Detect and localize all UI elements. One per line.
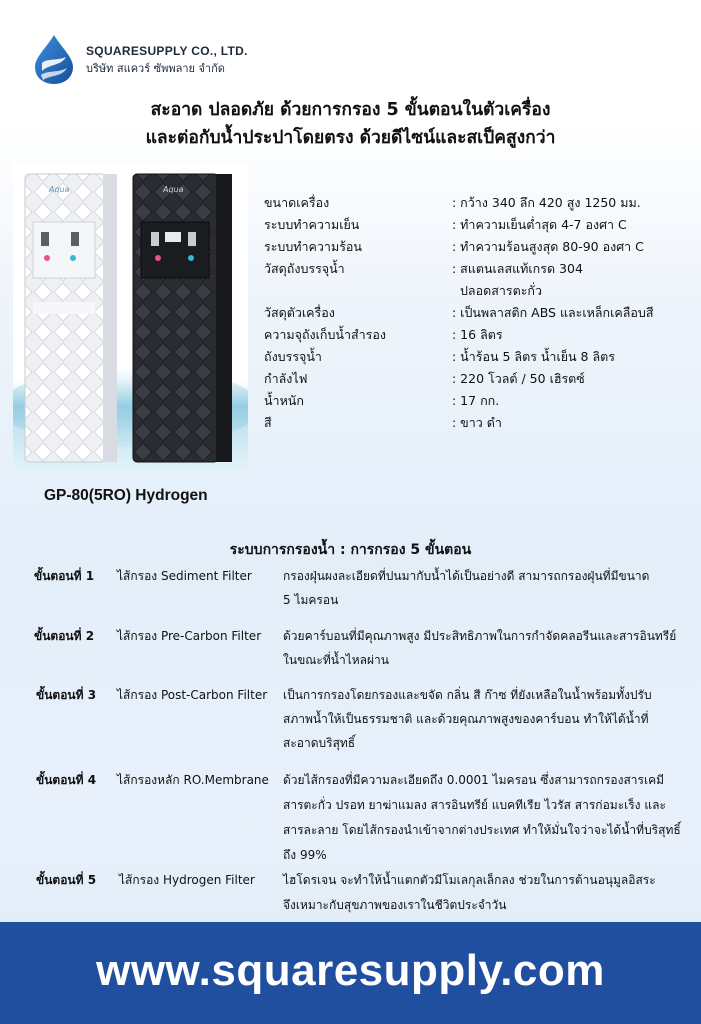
white-unit-badge: Aqua: [49, 185, 70, 194]
spec-value-continued: ปลอดสารตะกั่ว: [460, 283, 543, 298]
step-number: ขั้นตอนที่ 4: [36, 773, 97, 787]
step-filter-name: ไส้กรอง Sediment Filter: [117, 569, 252, 583]
spec-value: : เป็นพลาสติก ABS และเหล็กเคลือบสี: [452, 305, 654, 320]
spec-label: ขนาดเครื่อง: [264, 195, 330, 210]
product-model: GP-80(5RO) Hydrogen: [44, 487, 208, 504]
step-number: ขั้นตอนที่ 2: [34, 629, 95, 643]
step-description-line: ไฮโดรเจน จะทำให้น้ำแตกตัวมีโมเลกุลเล็กลง ช่วยในการต้านอนุมูลอิสระ: [283, 873, 656, 887]
step-number: ขั้นตอนที่ 1: [34, 569, 95, 583]
step-description-line: 5 ไมครอน: [283, 593, 339, 607]
water-dispenser-illustration: [13, 162, 248, 474]
step-description-line: ในขณะที่น้ำไหลผ่าน: [283, 653, 389, 667]
spec-value: : สแตนเลสแท้เกรด 304: [452, 261, 583, 276]
headline-line-2: และต่อกับน้ำประปาโดยตรง ด้วยดีไซน์และสเป็คสูงกว่า: [145, 128, 556, 148]
spec-label: ความจุถังเก็บน้ำสำรอง: [264, 327, 386, 342]
step-filter-name: ไส้กรอง Hydrogen Filter: [119, 873, 255, 887]
step-description-line: สารตะกั่ว ปรอท ยาฆ่าแมลง สารอินทรีย์ แบคทีเรีย ไวรัส สารก่อมะเร็ง และ: [283, 798, 666, 812]
step-description-line: ถึง 99%: [283, 848, 327, 862]
spec-value: : 220 โวลต์ / 50 เฮิรตซ์: [452, 371, 585, 386]
spec-label: กำลังไฟ: [264, 371, 308, 386]
spec-label: สี: [264, 415, 272, 430]
filter-section-title: ระบบการกรองน้ำ : การกรอง 5 ขั้นตอน: [229, 542, 472, 558]
product-image: [13, 162, 248, 474]
step-description-line: ด้วยคาร์บอนที่มีคุณภาพสูง มีประสิทธิภาพในการกำจัดคลอรีนและสารอินทรีย์: [283, 629, 677, 643]
spec-label: น้ำหนัก: [264, 393, 304, 408]
headline-line-1: สะอาด ปลอดภัย ด้วยการกรอง 5 ขั้นตอนในตัวเครื่อง: [150, 100, 551, 120]
step-description-line: สะอาดบริสุทธิ์: [283, 736, 356, 750]
website-url: www.squaresupply.com: [96, 946, 605, 995]
spec-value: : ทำความร้อนสูงสุด 80-90 องศา C: [452, 239, 644, 254]
black-unit-badge: Aqua: [163, 185, 184, 194]
spec-value: : ทำความเย็นต่ำสุด 4-7 องศา C: [452, 217, 627, 232]
spec-label: ถังบรรจุน้ำ: [264, 349, 322, 364]
step-description-line: จึงเหมาะกับสุขภาพของเราในชีวิตประจำวัน: [283, 898, 507, 912]
step-description-line: ด้วยไส้กรองที่มีความละเอียดถึง 0.0001 ไมครอน ซึ่งสามารถกรองสารเคมี: [283, 773, 664, 787]
spec-label: วัสดุตัวเครื่อง: [264, 305, 335, 320]
spec-label: วัสดุถังบรรจุน้ำ: [264, 261, 345, 276]
spec-value: : ขาว ดำ: [452, 415, 502, 430]
spec-value: : น้ำร้อน 5 ลิตร น้ำเย็น 8 ลิตร: [452, 349, 615, 364]
step-number: ขั้นตอนที่ 5: [36, 873, 97, 887]
step-description-line: สารละลาย โดยไส้กรองนำเข้าจากต่างประเทศ ทำให้มั่นใจว่าจะได้น้ำที่บริสุทธิ์: [283, 823, 681, 837]
footer-banner: [0, 922, 701, 1024]
step-number: ขั้นตอนที่ 3: [36, 688, 97, 702]
step-description-line: สภาพน้ำให้เป็นธรรมชาติ และด้วยคุณภาพสูงของคาร์บอน ทำให้ได้น้ำที่: [283, 712, 649, 726]
step-filter-name: ไส้กรอง Pre-Carbon Filter: [117, 629, 262, 643]
company-logo-icon: [33, 33, 75, 85]
spec-label: ระบบทำความร้อน: [264, 239, 362, 254]
step-description-line: กรองฝุ่นผงละเอียดที่ปนมากับน้ำได้เป็นอย่างดี สามารถกรองฝุ่นที่มีขนาด: [283, 569, 650, 583]
spec-label: ระบบทำความเย็น: [264, 217, 360, 232]
step-description-line: เป็นการกรองโดยกรองและขจัด กลิ่น สี ก๊าซ ที่ยังเหลือในน้ำพร้อมทั้งปรับ: [283, 688, 652, 702]
step-filter-name: ไส้กรองหลัก RO.Membrane: [117, 773, 269, 787]
brand-name-en: SQUARESUPPLY CO., LTD.: [86, 44, 248, 58]
step-filter-name: ไส้กรอง Post-Carbon Filter: [117, 688, 268, 702]
brand-name-th: บริษัท สแควร์ ซัพพลาย จำกัด: [86, 62, 225, 75]
spec-value: : กว้าง 340 ลึก 420 สูง 1250 มม.: [452, 195, 641, 210]
spec-value: : 17 กก.: [452, 393, 500, 408]
spec-value: : 16 ลิตร: [452, 327, 503, 342]
